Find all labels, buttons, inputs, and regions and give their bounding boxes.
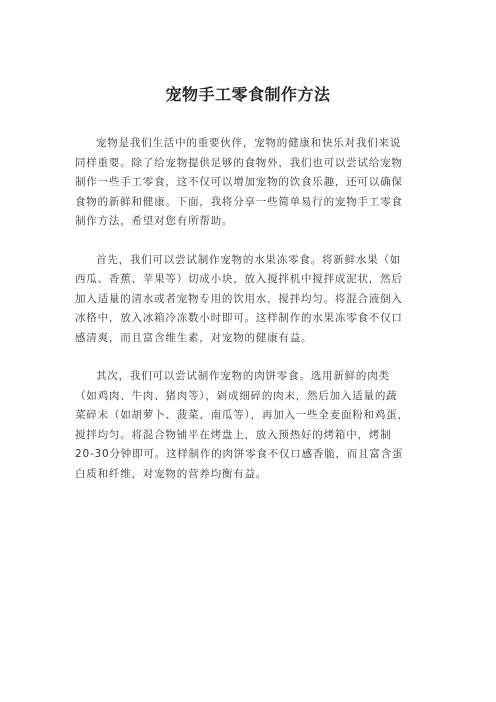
paragraph-line: 制作方法，希望对您有所帮助。 (75, 215, 234, 227)
document-body (75, 134, 445, 503)
paragraph-line: 制作一些手工零食，这不仅可以增加宠物的饮食乐趣，还可以确保 (75, 176, 403, 188)
paragraph-intro (75, 134, 445, 232)
document-title: 宠物手工零食制作方法 (165, 85, 331, 104)
paragraph-meat-patty (75, 367, 445, 484)
paragraph-line: 西瓜、香蕉、苹果等）切成小块，放入搅拌机中搅拌成泥状，然后 (75, 273, 403, 285)
paragraph-line: 20-30分钟即可。这样制作的肉饼零食不仅口感香脆，而且富含蛋 (75, 448, 404, 460)
paragraph-line: 感清爽，而且富含维生素，对宠物的健康有益。 (75, 331, 313, 344)
paragraph-line: 首先，我们可以尝试制作宠物的水果冻零食。将新鲜水果（如 (96, 253, 402, 266)
paragraph-line: 食物的新鲜和健康。下面，我将分享一些简单易行的宠物手工零食 (75, 195, 403, 208)
paragraph-line: 菜碎末（如胡萝卜、菠菜、南瓜等），再加入一些全麦面粉和鸡蛋， (75, 409, 409, 421)
paragraph-line: 宠物是我们生活中的重要伙伴，宠物的健康和快乐对我们来说 (96, 137, 402, 149)
paragraph-line: （如鸡肉、牛肉、猪肉等），剁成细碎的肉末，然后加入适量的蔬 (75, 389, 398, 402)
paragraph-line: 白质和纤维，对宠物的营养均衡有益。 (75, 467, 268, 480)
paragraph-line: 搅拌均匀。将混合物铺平在烤盘上，放入预热好的烤箱中，烤制 (75, 428, 392, 441)
paragraph-line: 同样重要。除了给宠物提供足够的食物外，我们也可以尝试给宠物 (75, 156, 403, 169)
paragraph-line: 其次，我们可以尝试制作宠物的肉饼零食。选用新鲜的肉类 (96, 370, 390, 382)
paragraph-line: 加入适量的清水或者宠物专用的饮用水，搅拌均匀。将混合液倒入 (75, 292, 403, 305)
paragraph-fruit-jelly (75, 251, 445, 349)
paragraph-line: 冰格中，放入冰箱冷冻数小时即可。这样制作的水果冻零食不仅口 (75, 312, 403, 324)
